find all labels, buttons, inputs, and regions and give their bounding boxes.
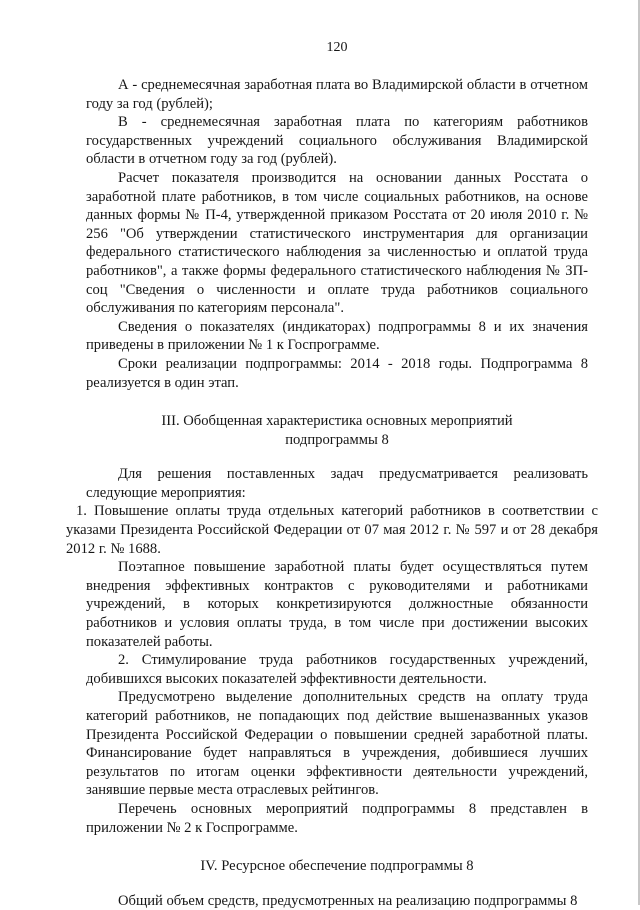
page-number: 120 — [326, 40, 348, 55]
measure-1-description: Поэтапное повышение заработной платы будет осуществляться путем внедрения эффективных контрактов с руководителями и работниками учреждений, в которых конкретизируются должностные обязанности работников и условия оплаты труда, в том числе при достижении высоких показателей работы. — [86, 559, 588, 650]
paragraph-timeline: Сроки реализации подпрограммы: 2014 - 2018 годы. Подпрограмма 8 реализуется в один этап. — [86, 355, 588, 391]
measures-list-reference: Перечень основных мероприятий подпрограммы 8 представлен в приложении № 2 к Госпрограмме. — [86, 800, 588, 836]
section-3-heading — [86, 412, 588, 449]
paragraph-calculation: Расчет показателя производится на основании данных Росстата о заработной плате работников, в том числе социальных работников, на основе данных формы № П-4, утвержденной приказом Росстата от 20 июля 2010 г. № 256 "Об утверждении статистического инструментария для организации федерального статистического наблюдения за численностью и оплатой труда работников", а также формы федерального статистического наблюдения № ЗП-соц "Сведения о численности и оплате труда работников социального обслуживания по категориям персонала". — [86, 169, 588, 317]
section-3-intro: Для решения поставленных задач предусматривается реализовать следующие мероприятия: — [86, 466, 588, 501]
measure-item-2: 2. Стимулирование труда работников государственных учреждений, добившихся высоких показателей эффективности деятельности. — [86, 652, 588, 687]
paragraph-b-definition: В - среднемесячная заработная плата по категориям работников государственных учреждений социального обслуживания Владимирской области в отчетном году за год (рублей). — [86, 114, 588, 168]
section-4-paragraph: Общий объем средств, предусмотренных на реализацию подпрограммы 8 — [118, 892, 578, 909]
paragraph-a-definition: А - среднемесячная заработная плата во Владимирской области в отчетном году за год (рублей); — [86, 77, 588, 112]
section-4-heading: IV. Ресурсное обеспечение подпрограммы 8 — [200, 858, 474, 875]
paragraph-indicators: Сведения о показателях (индикаторах) подпрограммы 8 и их значения приведены в приложении № 1 к Госпрограмме. — [86, 318, 588, 354]
section-3-heading-line2: подпрограммы 8 — [285, 431, 389, 448]
section-3-heading-line1: III. Обобщенная характеристика основных мероприятий — [161, 413, 513, 430]
measure-item-1: 1. Повышение оплаты труда отдельных категорий работников в соответствии с указами Президента Российской Федерации от 07 мая 2012 г. № 597 и от 28 декабря 2012 г. № 1688. — [66, 503, 598, 557]
measure-2-description: Предусмотрено выделение дополнительных средств на оплату труда категорий работников, не попадающих под действие вышеназванных указов Президента Российской Федерации о повышении средней заработной платы. Финансирование будет направляться в учреждения, добившиеся лучших результатов по итогам оценки эффективности деятельности учреждений, занявшие первые места отраслевых рейтингов. — [86, 689, 588, 799]
